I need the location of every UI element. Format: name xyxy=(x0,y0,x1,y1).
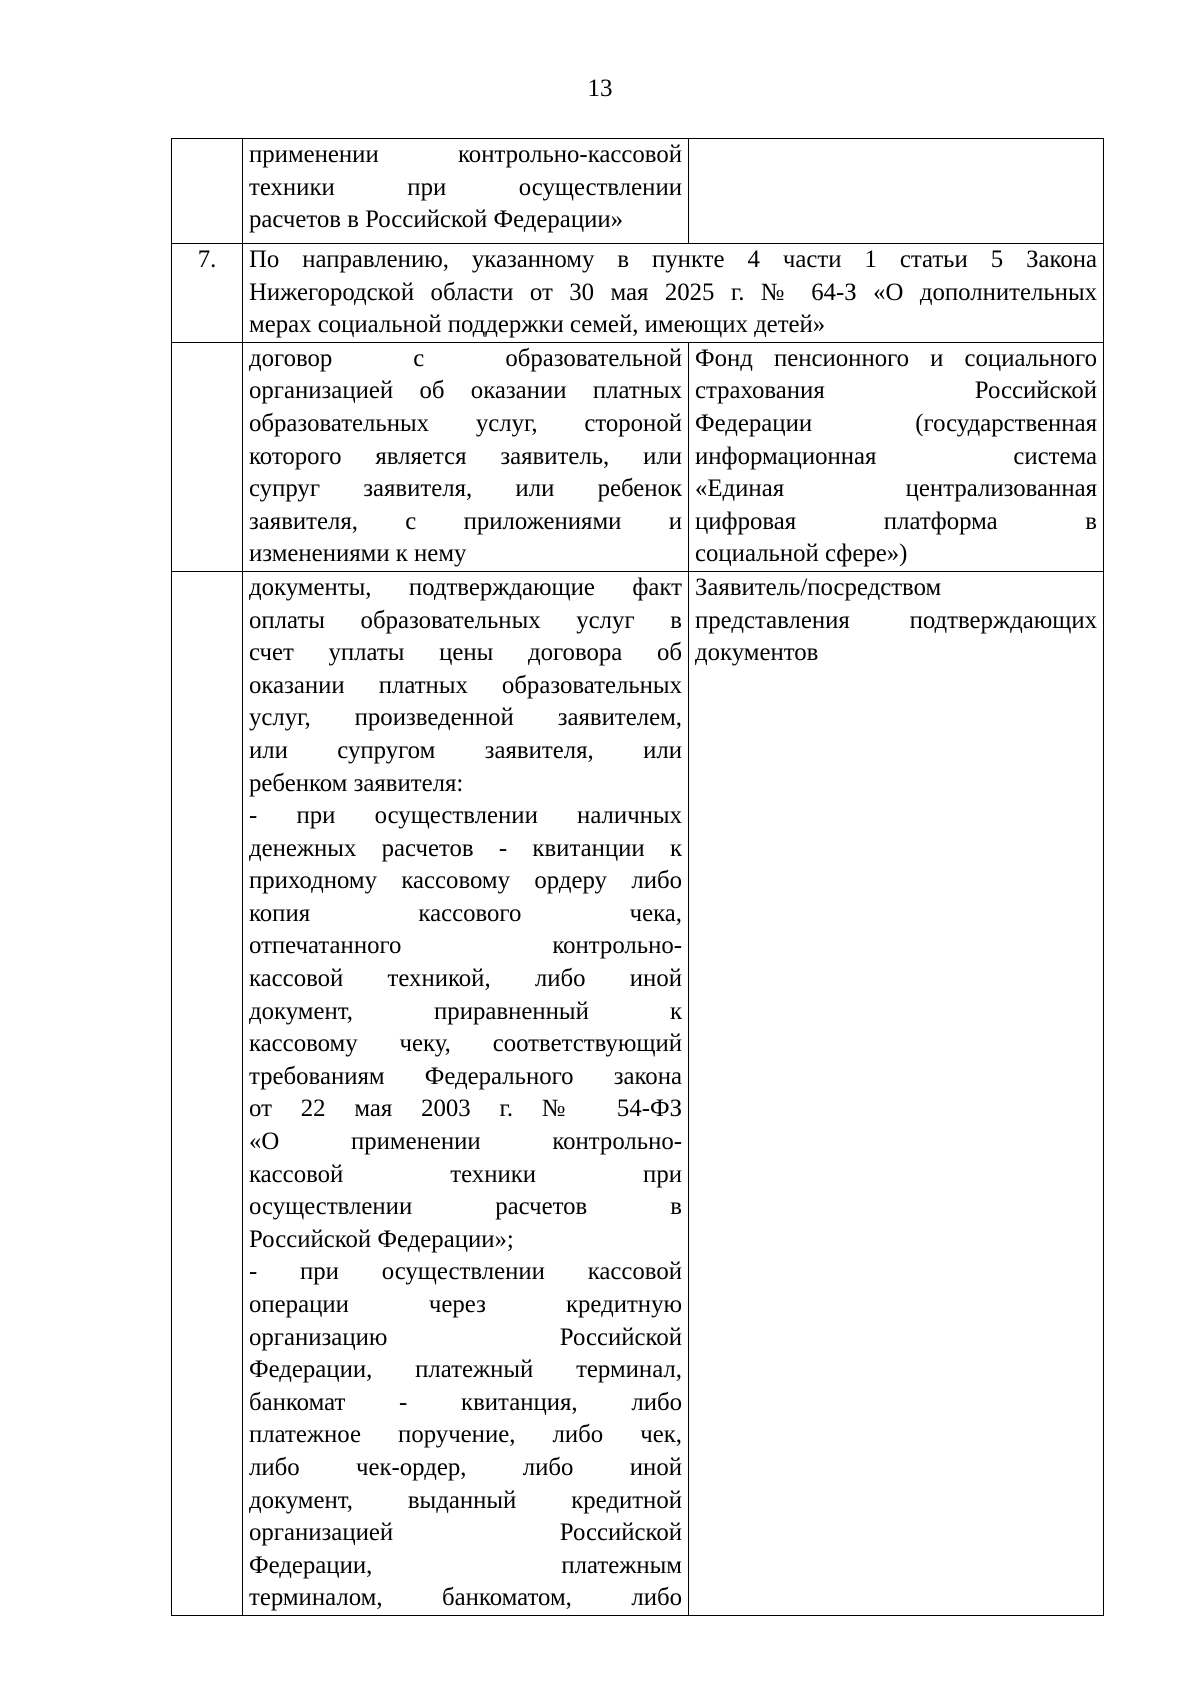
text-line: - при осуществлении кассовой xyxy=(249,1258,682,1286)
text-line: «Единая централизованная xyxy=(695,475,1097,503)
text-line: банкомат - квитанция, либо xyxy=(249,1388,682,1416)
page-number: 13 xyxy=(587,75,613,102)
text-line: расчетов в Российской Федерации» xyxy=(249,206,624,234)
text-line: приходному кассовому ордеру либо xyxy=(249,867,682,895)
text-line: документов xyxy=(695,639,819,667)
text-line: супруг заявителя, или ребенок xyxy=(249,475,682,503)
text-line: денежных расчетов - квитанции к xyxy=(249,834,682,862)
text-line: кассовой техники при xyxy=(249,1160,682,1188)
text-line: услуг, произведенной заявителем, xyxy=(249,704,682,732)
text-line: социальной сфере») xyxy=(695,540,908,568)
text-line: Федерации, платежный терминал, xyxy=(249,1356,682,1384)
text-line: техники при осуществлении xyxy=(249,173,682,201)
text-line: ребенком заявителя: xyxy=(249,769,464,797)
text-line: кассовой техникой, либо иной xyxy=(249,965,682,993)
text-line: Федерации (государственная xyxy=(695,409,1097,437)
row-number-cell xyxy=(172,139,243,244)
text-line: представления подтверждающих xyxy=(695,606,1097,634)
text-line: информационная система xyxy=(695,442,1097,470)
table-row-section-7 xyxy=(172,244,1104,343)
text-line: По направлению, указанному в пункте 4 части 1 статьи 5 Закона xyxy=(249,246,1097,273)
text-line: которого является заявитель, или xyxy=(249,442,682,470)
text-line: организацию Российской xyxy=(249,1323,682,1351)
section-heading-cell xyxy=(243,244,1104,343)
text-line: документы, подтверждающие факт xyxy=(249,573,682,601)
text-line: осуществлении расчетов в xyxy=(249,1193,682,1221)
text-line: или супругом заявителя, или xyxy=(249,736,682,764)
text-line: цифровая платформа в xyxy=(695,507,1097,535)
source-cell xyxy=(689,139,1104,244)
text-line: заявителя, с приложениями и xyxy=(249,507,682,535)
text-line: документ, приравненный к xyxy=(249,997,682,1025)
text-line: кассовому чеку, соответствующий xyxy=(249,1030,682,1058)
document-cell xyxy=(243,571,689,1615)
text-line: организацией Российской xyxy=(249,1519,682,1547)
text-line: либо чек-ордер, либо иной xyxy=(249,1453,682,1481)
text-line: от 22 мая 2003 г. № 54-ФЗ xyxy=(249,1095,682,1123)
text-line: применении контрольно-кассовой xyxy=(249,141,682,168)
text-line: - при осуществлении наличных xyxy=(249,802,682,830)
text-line: мерах социальной поддержки семей, имеющих детей» xyxy=(249,311,826,339)
source-cell xyxy=(689,571,1104,1615)
document-cell xyxy=(243,139,689,244)
documents-table xyxy=(171,138,1104,1616)
table-row-payment-documents xyxy=(172,571,1104,1615)
text-line: оплаты образовательных услуг в xyxy=(249,606,682,634)
text-line: «О применении контрольно- xyxy=(249,1128,682,1156)
text-line: операции через кредитную xyxy=(249,1291,682,1318)
text-line: Российской Федерации»; xyxy=(249,1225,514,1253)
text-line: отпечатанного контрольно- xyxy=(249,932,682,960)
text-line: договор с образовательной xyxy=(249,344,682,372)
text-line: Нижегородской области от 30 мая 2025 г. № 64-З «О дополнительных xyxy=(249,278,1097,306)
text-line: Заявитель/посредством xyxy=(695,573,942,601)
row-number-cell xyxy=(172,342,243,571)
text-line: оказании платных образовательных xyxy=(249,671,682,699)
row-number-cell: 7. xyxy=(172,244,243,343)
row-number-cell xyxy=(172,571,243,1615)
text-line: страхования Российской xyxy=(695,377,1097,405)
table-row-contract xyxy=(172,342,1104,571)
text-line: Фонд пенсионного и социального xyxy=(695,344,1097,372)
text-line: платежное поручение, либо чек, xyxy=(249,1421,682,1449)
text-line: Федерации, платежным xyxy=(249,1551,682,1579)
text-line: изменениями к нему xyxy=(249,540,467,568)
text-line: копия кассового чека, xyxy=(249,899,682,927)
source-cell xyxy=(689,342,1104,571)
text-line: организацией об оказании платных xyxy=(249,377,682,405)
document-cell xyxy=(243,342,689,571)
text-line: счет уплаты цены договора об xyxy=(249,639,682,667)
text-line: документ, выданный кредитной xyxy=(249,1486,682,1514)
text-line: образовательных услуг, стороной xyxy=(249,409,682,437)
text-line: терминалом, банкоматом, либо xyxy=(249,1584,682,1612)
table-row-continuation xyxy=(172,139,1104,244)
text-line: требованиям Федерального закона xyxy=(249,1062,682,1090)
